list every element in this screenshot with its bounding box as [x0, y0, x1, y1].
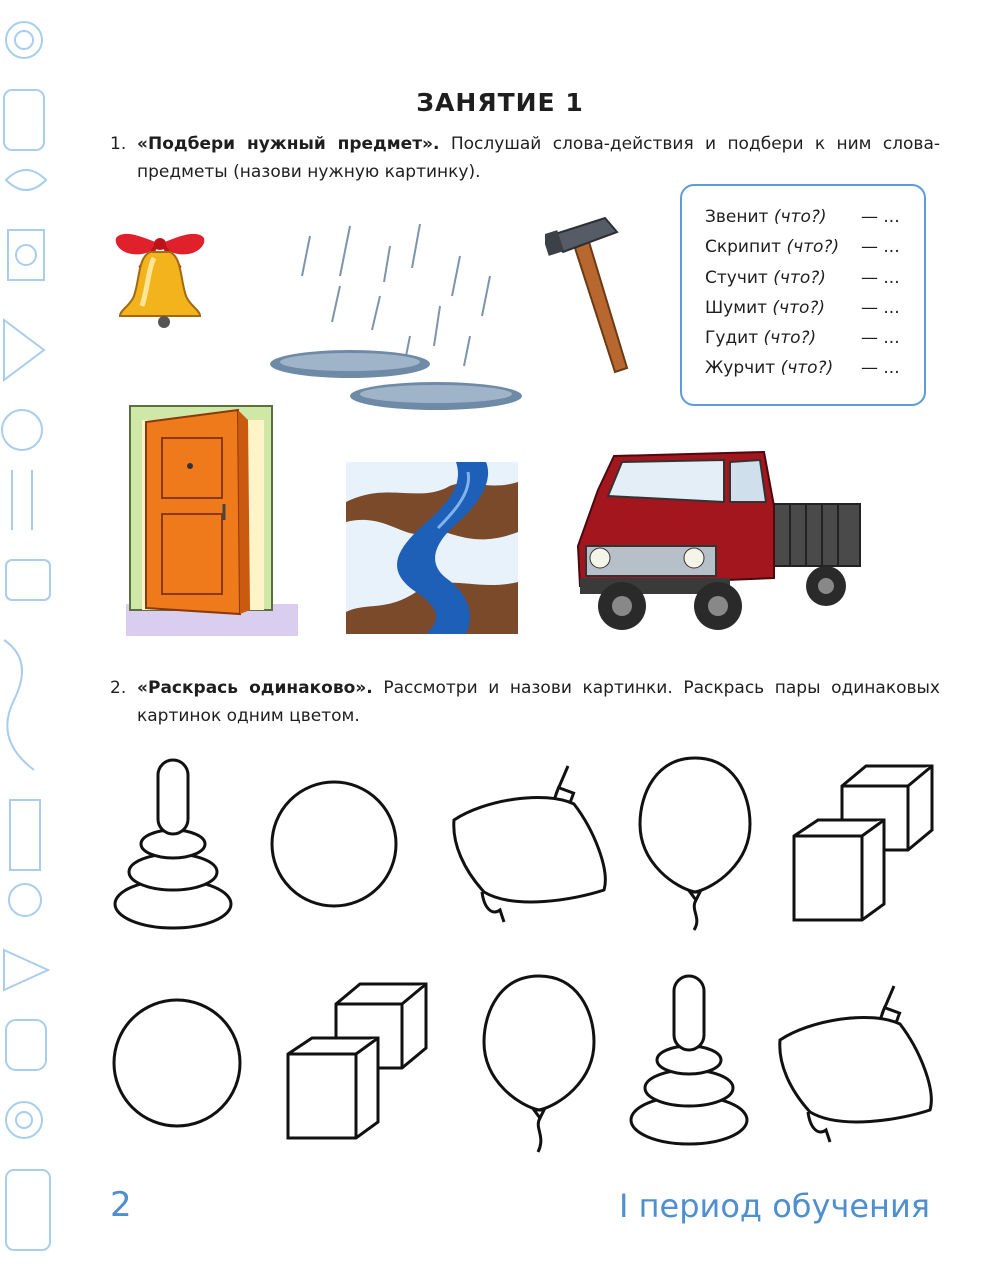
spinning-top-outline — [444, 760, 612, 928]
spinning-top-outline — [770, 980, 938, 1148]
word-dash: — ... — [861, 237, 900, 258]
word-box — [680, 184, 926, 406]
page-number: 2 — [110, 1185, 132, 1225]
word-dash: — ... — [861, 297, 900, 318]
balloon-outline — [480, 972, 598, 1156]
bell-picture — [110, 218, 210, 330]
lesson-heading: ЗАНЯТИЕ 1 — [416, 88, 584, 117]
word-row — [705, 268, 924, 298]
task-instruction: Рассмотри и назови картинки. Раскрась пары одинаковых картинок одним цветом. — [137, 678, 940, 726]
word-verb: Гудит — [705, 328, 759, 349]
pyramid-outline — [110, 756, 236, 932]
task-title: «Подбери нужный предмет». — [137, 134, 440, 154]
door-picture — [126, 404, 298, 636]
word-dash: — ... — [861, 267, 900, 288]
word-dash: — ... — [861, 207, 900, 227]
word-row — [705, 298, 924, 328]
balloon-outline — [636, 754, 754, 934]
word-verb: Стучит — [705, 267, 768, 288]
ball-outline — [268, 778, 400, 910]
word-row — [705, 328, 924, 358]
word-question: (что?) — [786, 237, 840, 258]
word-question: (что?) — [773, 207, 827, 227]
word-question: (что?) — [773, 267, 826, 288]
pyramid-outline — [626, 972, 752, 1148]
word-row — [705, 358, 924, 388]
rain-picture — [270, 216, 526, 412]
word-verb: Журчит — [705, 358, 776, 379]
word-verb: Шумит — [705, 297, 768, 318]
task-number: 2. — [110, 678, 127, 698]
word-question: (что?) — [763, 328, 817, 349]
word-row — [705, 207, 924, 237]
task-text — [137, 674, 940, 730]
task-instruction: Послушай слова-действия и подбери к ним слова-предметы (назови нужную картинку). — [137, 134, 940, 182]
task-2 — [110, 674, 940, 730]
task-number: 1. — [110, 134, 127, 154]
cubes-outline — [284, 980, 430, 1140]
task-1 — [110, 130, 940, 186]
word-verb: Скрипит — [705, 237, 782, 258]
word-dash: — ... — [861, 328, 900, 349]
stream-picture — [346, 462, 518, 634]
task-text — [137, 130, 940, 186]
word-question: (что?) — [780, 358, 834, 379]
word-row — [705, 237, 924, 267]
word-verb: Звенит — [705, 207, 769, 227]
ball-outline — [110, 996, 244, 1130]
cubes-outline — [790, 762, 936, 922]
hammer-picture — [545, 212, 635, 384]
side-decoration — [0, 0, 62, 1287]
task-title: «Раскрась одинаково». — [137, 678, 373, 698]
truck-picture — [574, 446, 864, 636]
section-title: I период обучения — [618, 1187, 930, 1225]
word-question: (что?) — [772, 297, 826, 318]
word-dash: — ... — [861, 358, 900, 379]
